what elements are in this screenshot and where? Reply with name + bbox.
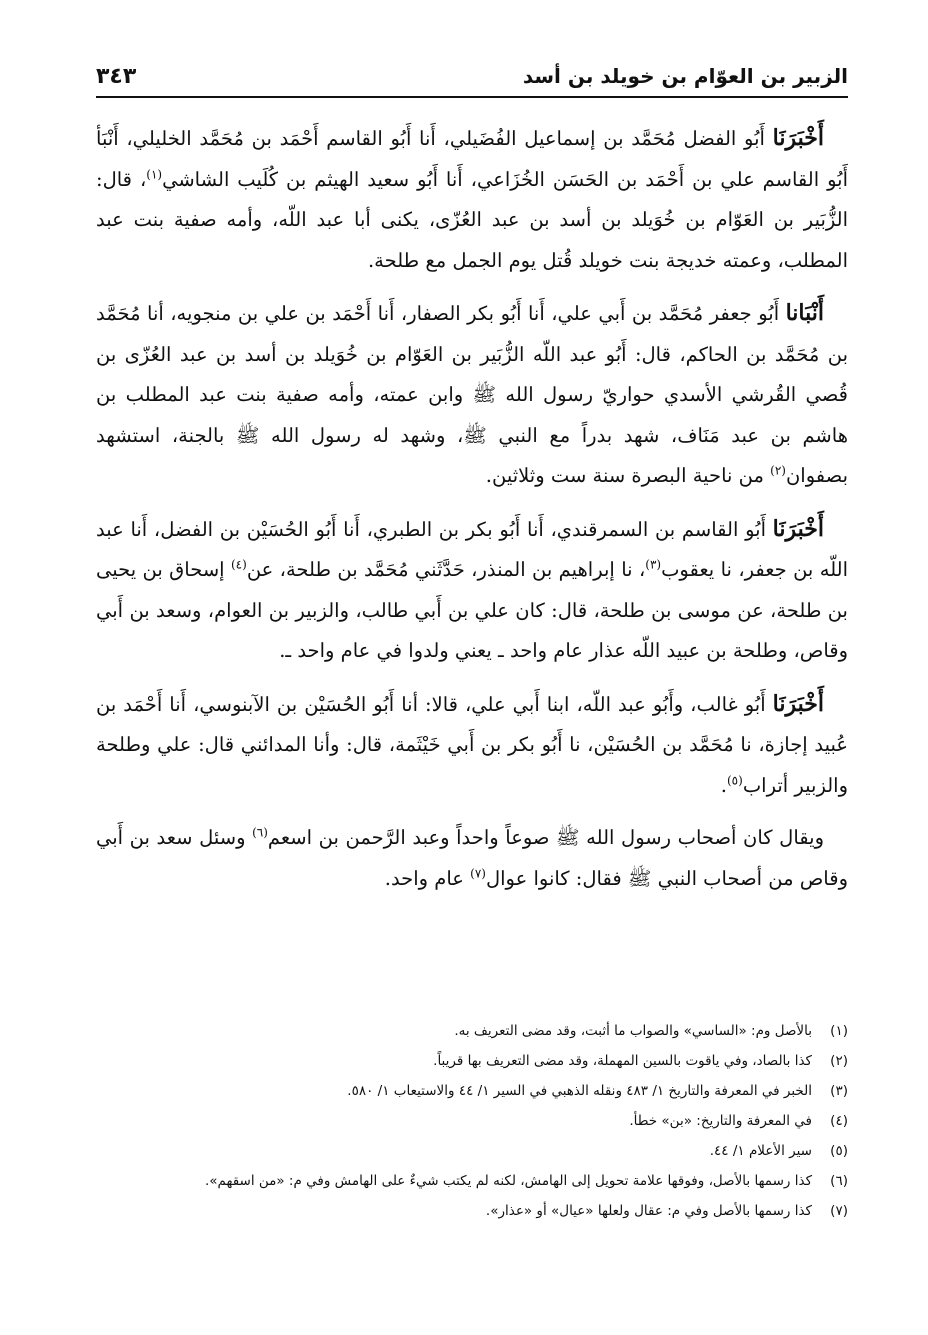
footnote-ref: (٧) [470, 866, 486, 880]
paragraph-1 [96, 118, 848, 281]
footnote-text: بالأصل وم: «الساسي» والصواب ما أثبت، وقد مضى التعريف به. [454, 1023, 812, 1039]
footnote-number: (٢) [830, 1053, 848, 1069]
paragraph-text: أَبُو الفضل مُحَمَّد بن إسماعيل الفُضَيلي، أَنا أَبُو القاسم أَحْمَد بن مُحَمَّد الخليلي، أَنْبَأ أَبُو القاسم علي بن أَحْمَد بن الحَسَن الخُزَاعي، أَنا أَبُو سعيد الهيثم بن كُلَيب الشاشي [96, 127, 848, 191]
paragraph-text: عام واحد. [384, 866, 471, 890]
footnote [96, 1048, 848, 1075]
footnote-text: في المعرفة والتاريخ: «بن» خطأ. [629, 1113, 812, 1129]
paragraph-5 [96, 818, 848, 899]
paragraph-text: وسئل سعد بن أَبي وقاص من أصحاب النبي ﷺ فقال: كانوا عوال [96, 826, 848, 890]
footnote-text: كذا رسمها بالأصل وفي م: عقال ولعلها «عيال» أو «عذار». [485, 1203, 812, 1219]
footnotes [96, 1018, 848, 1228]
footnote-number: (٧) [830, 1203, 848, 1219]
footnote [96, 1198, 848, 1225]
footnote-text: كذا بالصاد، وفي ياقوت بالسين المهملة، وقد مضى التعريف بها قريباً. [433, 1053, 812, 1069]
footnote-number: (٦) [830, 1173, 848, 1189]
page-number: ٣٤٣ [96, 63, 137, 89]
footnote [96, 1018, 848, 1045]
lead-word: أَخْبَرَنَا [772, 125, 824, 151]
running-title: الزبير بن العوّام بن خويلد بن أسد [522, 64, 848, 88]
main-text [96, 118, 848, 911]
lead-word: أَخْبَرَنَا [772, 515, 824, 542]
footnote-text: الخبر في المعرفة والتاريخ ١/ ٤٨٣ ونقله الذهبي في السير ١/ ٤٤ والاستيعاب ١/ ٥٨٠. [347, 1083, 812, 1099]
footnote [96, 1078, 848, 1105]
paragraph-4 [96, 684, 848, 807]
footnote-number: (٤) [830, 1113, 848, 1129]
paragraph-text: . [720, 773, 727, 797]
footnote-text: كذا رسمها بالأصل، وفوقها علامة تحويل إلى الهامش، لكنه لم يكتب شيءٌ على الهامش وفي م: «من اسقهم». [204, 1173, 812, 1189]
footnote-ref: (٤) [230, 557, 247, 572]
footnote-number: (١) [830, 1023, 848, 1039]
footnote-number: (٥) [830, 1143, 848, 1159]
paragraph-text: ، نا إبراهيم بن المنذر، حَدَّثَني مُحَمَّد بن طلحة، عن [246, 558, 646, 581]
paragraph-2 [96, 293, 848, 497]
paragraph-text: أَبُو غالب، وأَبُو عبد اللّه، ابنا أَبي علي، قالا: أنا أَبُو الحُسَيْن بن الآبنوسي، أَنا أَحْمَد بن عُبيد إجازة، نا مُحَمَّد بن الحُسَيْن، نا أَبُو بكر بن أَبي خَيْثَمة، قال: وأنا المدائني قال: علي وطلحة والزبير أتراب [96, 692, 848, 797]
header-rule [96, 96, 848, 98]
paragraph-text: ويقال كان أصحاب رسول الله ﷺ صوعاً واحداً وعبد الرَّحمن بن اسعم [267, 826, 824, 849]
footnote-ref: (٣) [645, 557, 662, 572]
page-header [96, 58, 848, 94]
footnote [96, 1138, 848, 1165]
footnote-text: سير الأعلام ١/ ٤٤. [709, 1143, 812, 1159]
footnote-ref: (٢) [770, 463, 786, 478]
footnote [96, 1108, 848, 1135]
paragraph-text: من ناحية البصرة سنة ست وثلاثين. [485, 464, 771, 487]
paragraph-text: إسحاق بن يحيى بن طلحة، عن موسى بن طلحة، قال: كان علي بن أَبي طالب، والزبير بن العوام، وسعد بن أَبي وقاص، وطلحة بن عبيد اللّه عذار عام واحد ـ يعني ولدوا في عام واحد ـ. [96, 558, 848, 662]
footnote [96, 1168, 848, 1195]
lead-word: أَخْبَرَنَا [772, 690, 824, 717]
footnote-ref: (١) [146, 167, 163, 181]
footnote-ref: (٥) [726, 773, 743, 787]
footnote-ref: (٦) [252, 825, 268, 840]
paragraph-3 [96, 509, 848, 672]
paragraph-text: أَبُو القاسم بن السمرقندي، أَنا أَبُو بكر بن الطبري، أَنا أَبُو الحُسَيْن بن الفضل، أَنا عبد اللّه بن جعفر، نا يعقوب [96, 517, 849, 581]
lead-word: أَنْبَانا [785, 300, 824, 326]
paragraph-text: ، قال: الزُّبَير بن العَوّام بن خُوَيلد بن أسد بن عبد العُزّى، يكنى أبا عبد اللّه، وأمه صفية بنت عبد المطلب، وعمته خديجة بنت خويلد قُتل يوم الجمل مع طلحة. [96, 167, 848, 272]
footnote-number: (٣) [830, 1083, 848, 1099]
paragraph-text: أَبُو جعفر مُحَمَّد بن أَبي علي، أَنا أَبُو بكر الصفار، أَنا أَحْمَد بن علي بن منجويه، أنا مُحَمَّد بن مُحَمَّد بن الحاكم، قال: أَبُو عبد اللّه الزُّبَير بن العَوّام بن خُوَيلد بن أسد بن عبد العُزّى بن قُصي القُرشي الأسدي حواريّ رسول الله ﷺ وابن عمته، وأمه صفية بنت عبد المطلب بن هاشم بن عبد مَنَاف، شهد بدراً مع النبي ﷺ، وشهد له رسول الله ﷺ بالجنة، استشهد بصفوان [96, 302, 848, 487]
